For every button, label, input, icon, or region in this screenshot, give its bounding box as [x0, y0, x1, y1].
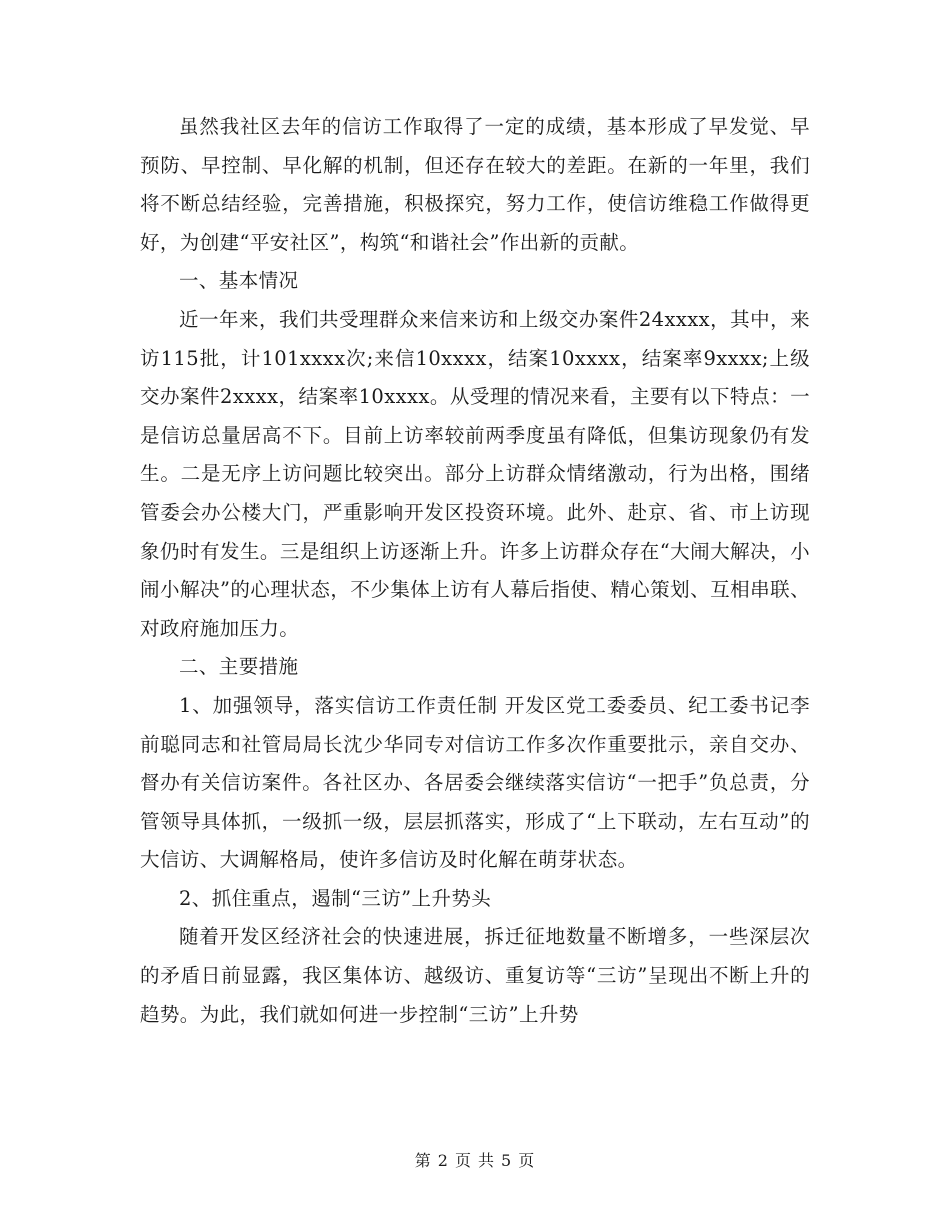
- paragraph-measure-1: 1、加强领导，落实信访工作责任制 开发区党工委委员、纪工委书记李前聪同志和社管局局长沈少华同专对信访工作多次作重要批示，亲自交办、督办有关信访案件。各社区办、各居委会继续落实信访“一把手”负总责，分管领导具体抓，一级抓一级，层层抓落实，形成了“上下联动，左右互动”的大信访、大调解格局，使许多信访及时化解在萌芽状态。: [140, 693, 810, 872]
- subheading-measure-2: 2、抓住重点，遏制“三访”上升势头: [179, 886, 492, 910]
- footer-current-page: 2: [437, 1151, 449, 1170]
- document-body: [140, 108, 810, 1034]
- section-heading-basic-situation: 一、基本情况: [179, 269, 299, 293]
- footer-total-unit: 页: [518, 1151, 536, 1170]
- footer-prefix: 第: [414, 1151, 432, 1170]
- page-footer: [0, 1148, 950, 1171]
- paragraph-intro: 虽然我社区去年的信访工作取得了一定的成绩，基本形成了早发觉、早预防、早控制、早化解的机制，但还存在较大的差距。在新的一年里，我们将不断总结经验，完善措施，积极探究，努力工作，使信访维稳工作做得更好，为创建“平安社区”，构筑“和谐社会”作出新的贡献。: [140, 115, 810, 254]
- paragraph-basic-situation: 近一年来，我们共受理群众来信来访和上级交办案件24xxxx，其中，来访115批，计101xxxx次;来信10xxxx，结案10xxxx，结案率9xxxx;上级交办案件2xxxx，结案率10xxxx。从受理的情况来看，主要有以下特点：一是信访总量居高不下。目前上访率较前两季度虽有降低，但集访现象仍有发生。二是无序上访问题比较突出。部分上访群众情绪激动，行为出格，围绪管委会办公楼大门，严重影响开发区投资环境。此外、赴京、省、市上访现象仍时有发生。三是组织上访逐渐上升。许多上访群众存在“大闹大解决，小闹小解决”的心理状态，不少集体上访有人幕后指使、精心策划、互相串联、对政府施加压力。: [140, 307, 810, 640]
- footer-total-pages: 5: [501, 1151, 513, 1170]
- paragraph-measure-2: 随着开发区经济社会的快速进展，拆迁征地数量不断增多，一些深层次的矛盾日前显露，我区集体访、越级访、重复访等“三访”呈现出不断上升的趋势。为此，我们就如何进一步控制“三访”上升势: [140, 925, 810, 1026]
- footer-page-unit: 页: [454, 1151, 472, 1170]
- section-heading-main-measures: 二、主要措施: [179, 655, 299, 679]
- footer-total-prefix: 共: [478, 1151, 496, 1170]
